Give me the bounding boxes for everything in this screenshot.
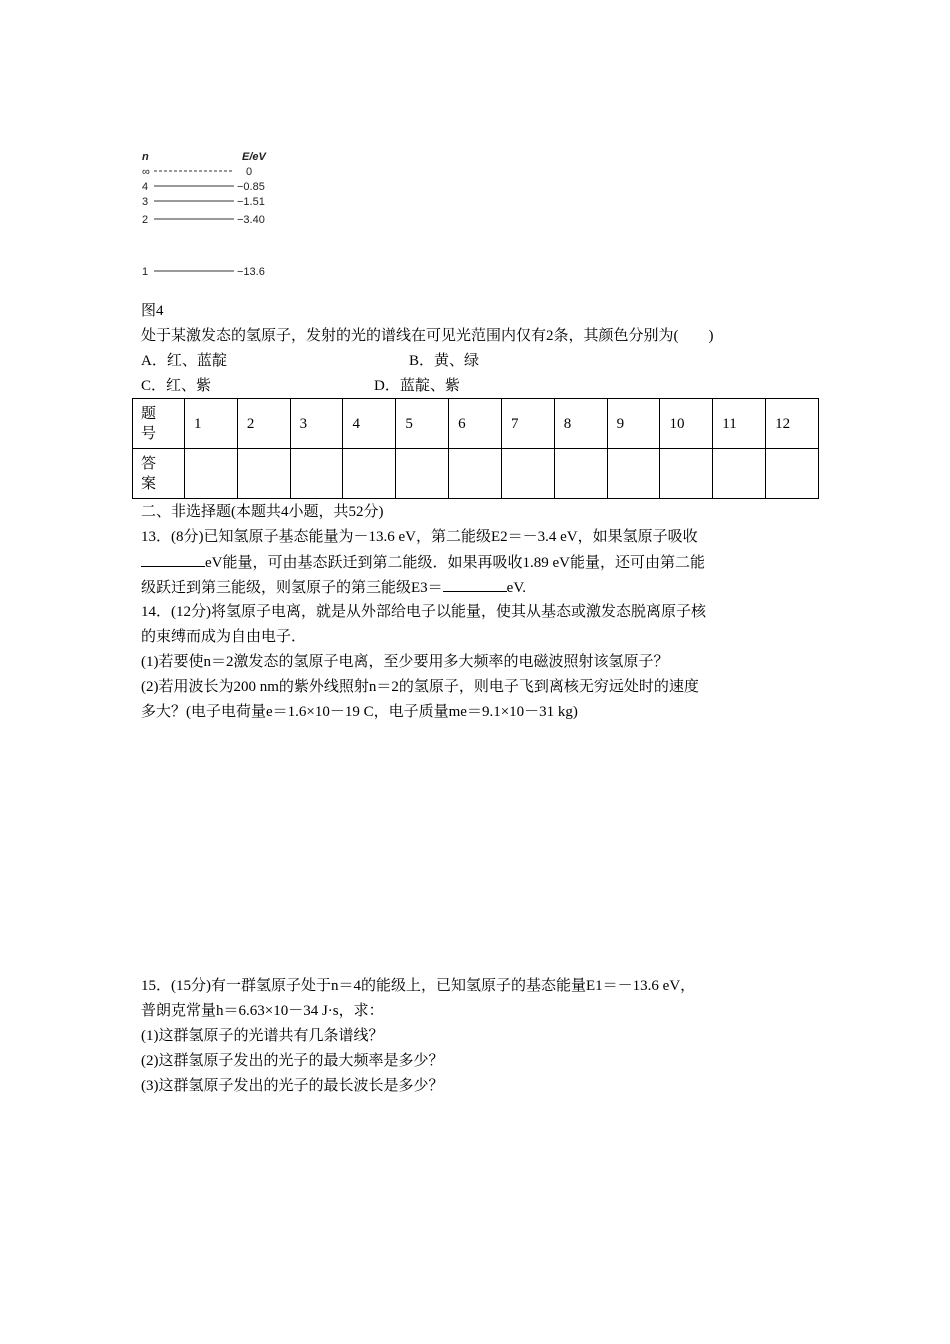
header-char: 答 [141,455,157,472]
answer-cell[interactable] [766,449,819,499]
q13-line-2-text: eV能量，可由基态跃迁到第二能级．如果再吸收1.89 eV能量，还可由第二能 [205,555,705,571]
table-number-cell: 7 [501,399,554,449]
diagram-n-label: n [142,151,149,163]
level-energy-label: −13.6 [237,266,265,278]
q13-line-1: 13．(8分)已知氢原子基态能量为－13.6 eV，第二能级E2＝－3.4 eV，如果氢原子吸收 [141,529,698,545]
q13-line-2 [141,552,705,573]
answer-cell[interactable] [713,449,766,499]
table-number-cell: 1 [185,399,238,449]
energy-level-diagram [138,148,288,283]
table-header-cell [133,399,185,449]
q15-line-2: 普朗克常量h＝6.63×10－34 J·s，求： [141,1003,384,1019]
table-number-cell: 8 [554,399,607,449]
answer-cell[interactable] [396,449,449,499]
answer-table-answer-row [133,449,819,499]
table-number-cell: 11 [713,399,766,449]
table-number-cell: 10 [660,399,713,449]
answer-cell[interactable] [449,449,502,499]
level-n-label: 4 [142,181,149,193]
figure-caption: 图4 [141,303,164,319]
level-energy-label: −0.85 [237,181,265,193]
q15-line-5: (3)这群氢原子发出的光子的最长波长是多少？ [141,1078,444,1094]
answer-cell[interactable] [660,449,713,499]
table-number-cell: 6 [449,399,502,449]
header-char: 案 [141,475,157,492]
header-char: 题 [141,405,157,422]
section-2-title: 二、非选择题(本题共4小题，共52分) [141,504,384,520]
table-number-cell: 5 [396,399,449,449]
header-char: 号 [141,425,157,442]
q12-option-a: A．红、蓝靛 [141,353,227,369]
table-number-cell: 9 [607,399,660,449]
level-n-label: 3 [142,196,149,208]
q14-line-4: (2)若用波长为200 nm的紫外线照射n＝2的氢原子，则电子飞到离核无穷远处时的速度 [141,679,699,695]
table-number-cell: 3 [290,399,343,449]
answer-cell[interactable] [290,449,343,499]
answer-blank[interactable] [443,577,507,592]
q14-line-1: 14．(12分)将氢原子电离，就是从外部给电子以能量，使其从基态或激发态脱离原子核 [141,604,706,620]
answer-cell[interactable] [185,449,238,499]
answer-blank[interactable] [141,552,205,567]
level-n-label: 1 [142,266,149,278]
q14-line-5: 多大？(电子电荷量e＝1.6×10－19 C，电子质量me＝9.1×10－31 kg) [141,704,578,720]
answer-table [132,398,819,499]
q15-line-1: 15．(15分)有一群氢原子处于n＝4的能级上，已知氢原子的基态能量E1＝－13.6 eV， [141,978,696,994]
q15-line-4: (2)这群氢原子发出的光子的最大频率是多少？ [141,1053,444,1069]
answer-cell[interactable] [343,449,396,499]
q12-option-c: C．红、紫 [141,378,212,394]
q13-line-3-unit: eV. [506,580,526,596]
table-header-cell [133,449,185,499]
q14-line-3: (1)若要使n＝2激发态的氢原子电离，至少要用多大频率的电磁波照射该氢原子？ [141,654,669,670]
q12-stem: 处于某激发态的氢原子，发射的光的谱线在可见光范围内仅有2条，其颜色分别为( ) [141,328,714,344]
level-n-label: ∞ [142,166,150,178]
level-energy-label: 0 [246,166,253,178]
q13-line-3 [141,577,526,598]
answer-cell[interactable] [554,449,607,499]
answer-cell[interactable] [237,449,290,499]
q14-line-2: 的束缚而成为自由电子． [141,629,307,645]
level-n-label: 2 [142,214,149,226]
q13-line-3-text: 级跃迁到第三能级，则氢原子的第三能级E3＝ [141,580,443,596]
diagram-energy-label: E/eV [242,151,266,163]
level-energy-label: −1.51 [237,196,265,208]
answer-cell[interactable] [607,449,660,499]
answer-table-number-row [133,399,819,449]
q15-line-3: (1)这群氢原子的光谱共有几条谱线？ [141,1028,384,1044]
table-number-cell: 12 [766,399,819,449]
answer-cell[interactable] [501,449,554,499]
table-number-cell: 4 [343,399,396,449]
q12-option-d: D．蓝靛、紫 [374,378,460,394]
q12-option-b: B．黄、绿 [409,353,480,369]
level-energy-label: −3.40 [237,214,265,226]
table-number-cell: 2 [237,399,290,449]
